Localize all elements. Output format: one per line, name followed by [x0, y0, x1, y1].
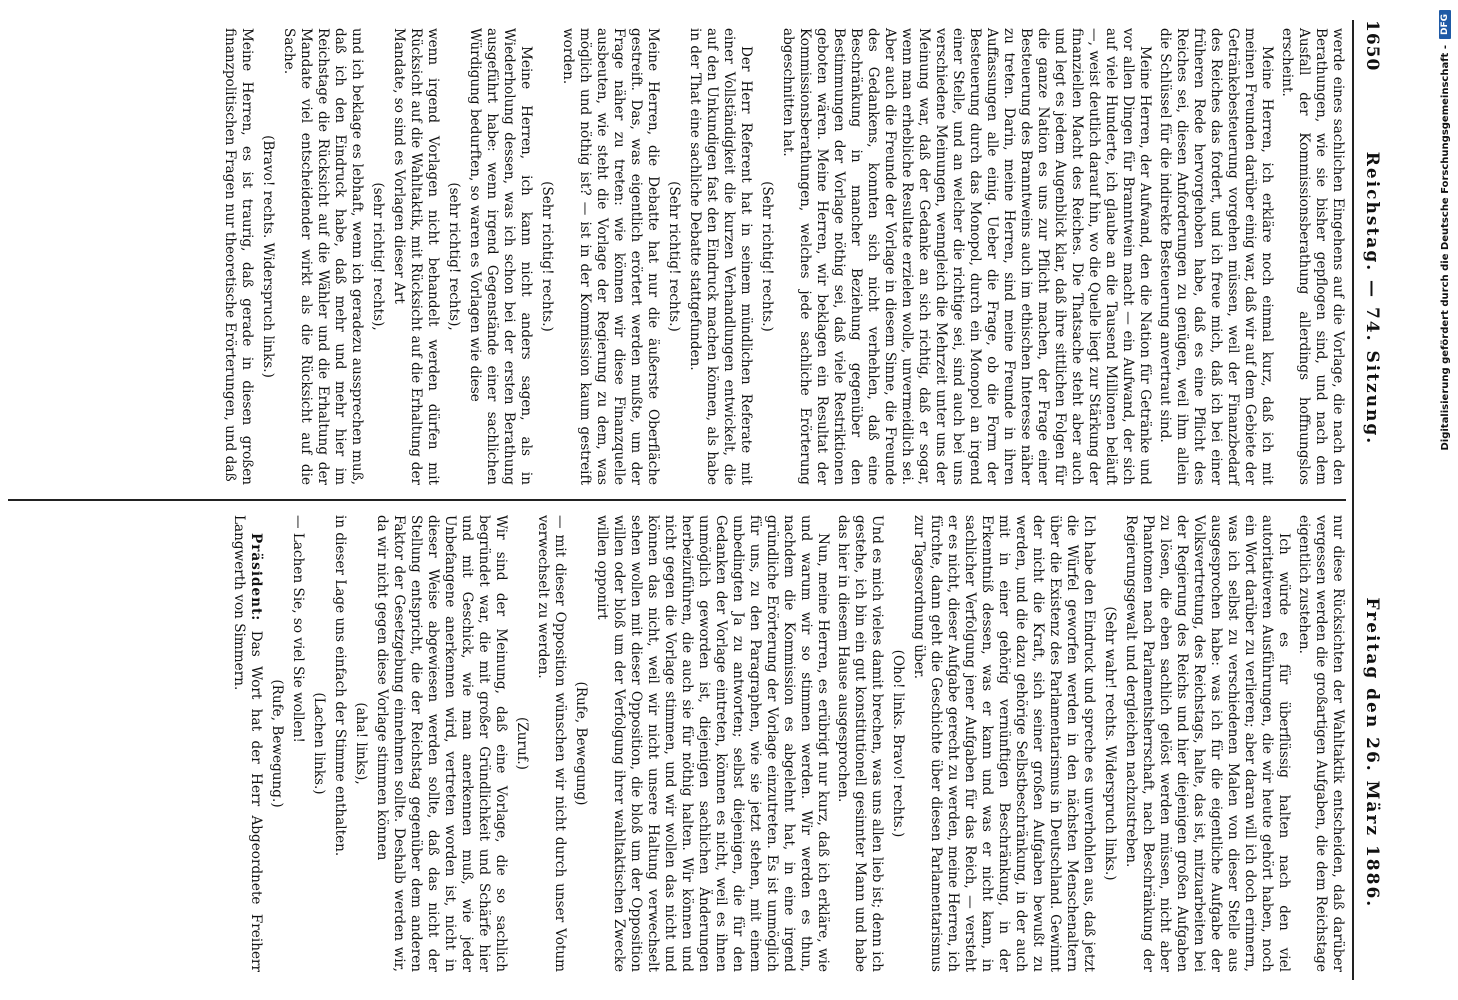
dfg-logo: DFG [1439, 10, 1451, 39]
right-column [8, 507, 1346, 980]
paragraph: in dieser Lage uns einfach der Stimme enthalten. [332, 514, 348, 857]
paragraph: Ich würde es für überflüssig halten nach den viel autoritativeren Ausführungen, die wir heute gehört haben, noch ein Wort darüber zu verlieren; aber daran will ich doch erinnern, was ich selbst zu verschiedenen Malen von dieser Stelle aus ausgesprochen habe: was ich für die eigentliche Aufgabe der Volksvertretung, des Reichstags, halte, das ist, mitzuarbeiten bei der Regierung des Reichs und hier diejenigen großen Aufgaben zu lösen, die eben sachlich gelöst werden müssen, nicht aber Phantomen nach Parlamentsherrschaft, nach Beschränkung der Regierungsgewalt und dergleichen nachzustreben. [1123, 514, 1292, 972]
paragraph: Und es mich vieles damit brechen, was uns allen lieb ist; denn ich gestehe, ich bin ein gut konstitutionell gesinnter Mann und habe das hier in diesem Hause ausgesprochen. [835, 514, 885, 972]
text-columns [8, 20, 1346, 980]
interjection: (sehr richtig! rechts), [446, 182, 462, 331]
paragraph: Ich habe den Eindruck und spreche es unverhohlen aus, daß jetzt die Würfel geworfen werden in den nächsten Menschenaltern über die Existenz des Parlamentarismus in Deutschland. Gewinnt der nicht die Kraft, sich seiner großen Aufgaben bewußt zu werden, und die dazu gehörige Selbstbeschränkung, in der auch mit in einer gehörig vernünftigen Beschränkung, in der Erkenntniß dessen, was er kann und was er nicht kann, in sachlicher Verfolgung jener Aufgaben für das Reich, — versteht er es nicht, dieser Aufgabe gerecht zu werden, meine Herren, ich fürchte, dann geht die Geschichte über diesen Parlamentarismus zur Tagesordnung über. [911, 514, 1097, 972]
interjection: (Sehr richtig! rechts.) [759, 181, 775, 332]
right-running-title: Freitag den 26. März 1886. [1362, 597, 1382, 909]
interjection: (Sehr richtig! rechts.) [666, 181, 682, 332]
credit-text: Digitalisierung gefördert durch die Deutsche Forschungsgemeinschaft - [1439, 45, 1451, 451]
interjection: (aha! links), [353, 702, 369, 785]
interjection: (Lachen links.) [311, 692, 327, 795]
paragraph: nur diese Rücksichten der Wahltaktik entscheiden, daß darüber vergessen werden die großartigen Aufgaben, die dem Reichstage eigentlich zustehen. [1296, 514, 1346, 972]
interjection: (sehr richtig! rechts), [370, 182, 386, 331]
paragraph: Der Herr Referent hat in seinem mündlichen Referate mit einer Vollständigkeit die kurzen Verhandlungen entwickelt, die auf den Unkundigen fast den Eindruck machen können, als habe in der That eine sachliche Debatte stattgefunden. [687, 28, 754, 486]
interjection: (Oho! links. Bravo! rechts.) [890, 649, 906, 838]
interjection: (Zuruf.) [514, 717, 530, 770]
paragraph: und ich beklage es lebhaft, wenn ich geradezu aussprechen muß, daß ich den Eindruck habe, daß mehr und mehr hier im Reichstage die Rücksicht auf die Wähler und die Erhaltung der Mandate viel entscheidender wirkt als die Rücksicht auf die Sache. [281, 28, 365, 486]
interjection: (Rufe, Bewegung) [573, 681, 589, 806]
left-column [8, 20, 1346, 493]
paragraph: Wir sind der Meinung, daß eine Vorlage, die so sachlich begründet war, die mit großer Gründlichkeit und Schärfe hier und mit Geschick, wie man anerkennen muß, wie jeder Unbefangene anerkennen wird, vertreten worden ist, nicht in dieser Weise abgewiesen werden sollte, daß das nicht der Stellung entspricht, die der Reichstag gegenüber dem anderen Faktor der Gesetzgebung einnehmen sollte. Deshalb werden wir, da wir nicht gegen diese Vorlage stimmen können [374, 514, 509, 972]
left-running-title: Reichstag. — 74. Sitzung. [1362, 151, 1382, 446]
paragraph: Meine Herren, ich erkläre noch einmal kurz, daß ich mit meinen Freunden darüber einig war, daß wir auf dem Gebiete der Getränkebesteuerung vorgehen müssen, weil der Finanzbedarf des Reiches das fordert, und ich freue mich, daß ich bei einer früheren Rede hervorgehoben habe, daß es eine Pflicht des Reiches sei, diesen Anforderungen zu genügen, weil ihm allein die Schlüssel für die indirekte Besteuerung anvertraut sind. [1157, 28, 1275, 486]
interjection: (Rufe, Bewegung.) [269, 679, 285, 808]
speaker-paragraph [230, 515, 264, 972]
paragraph: Meine Herren, es ist traurig, daß gerade in diesen großen finanzpolitischen Fragen nur theoretische Erörterungen, und daß [222, 28, 255, 486]
interjection: (Sehr wahr! rechts. Widerspruch links.) [1102, 606, 1118, 881]
paragraph: — mit dieser Opposition wünschen wir nicht durch unser Votum verwechselt zu werden. [535, 514, 568, 972]
interjection: (Sehr richtig! rechts.) [539, 181, 555, 332]
interjection: (Bravo! rechts. Widerspruch links.) [260, 135, 276, 378]
digitization-credit [1406, 0, 1451, 1000]
paragraph: wenn irgend Vorlagen nicht behandelt werden dürfen mit Rücksicht auf die Wahltaktik, mit Rücksicht auf die Erhaltung der Mandate, so sind es Vorlagen dieser Art [391, 28, 441, 486]
speech-text: Das Wort hat der Herr Abgeordnete Freiherr Langwerth von Simmern. [231, 514, 264, 972]
paragraph: Meine Herren, die Debatte hat nur die äußerste Oberfläche gestreift. Das, was eigentlich erörtert werden mußte, um der Frage näher zu treten: wie können wir diese Finanzquelle ausbeuten, wie steht die Vorlage der Regierung zu dem, was möglich und nöthig ist? — ist in der Kommission kaum gestreift worden. [560, 28, 661, 486]
paragraph: Nun, meine Herren, es erübrigt nur kurz, daß ich erkläre, wie und warum wir so stimmen werden. Wir werden es thun, nachdem die Kommission es abgelehnt hat, in eine irgend gründliche Erörterung der Vorlage einzutreten. Es ist unmöglich für uns, zu den Paragraphen, wie sie jetzt stehen, mit einem unbedingten Ja zu antworten; selbst diejenigen, die für den Gedanken der Vorlage eintreten, können es nicht, weil es ihnen unmöglich geworden ist, diejenigen sachlichen Änderungen herbeizuführen, die auch sie für nöthig halten. Wir können und nicht gegen die Vorlage stimmen, und wir wollen das nicht und können das nicht, weil wir nicht unsere Haltung verwechselt sehen wollen mit dieser Opposition, die bloß um der Opposition willen oder bloß um der Verfolgung ihrer wahltaktischen Zwecke willen opponirt [594, 514, 831, 972]
paragraph: Meine Herren, ich kann nicht anders sagen, als in Wiederholung dessen, was ich schon bei der ersten Berathung ausgeführt habe: wenn irgend Gegenstände einer sachlichen Würdigung bedurften, so waren es Vorlagen wie diese [467, 28, 534, 486]
speaker-name: Präsident: [248, 532, 264, 622]
paragraph: Meine Herren, der Aufwand, den die Nation für Getränke und vor allen Dingen für Branntwein macht — ein Aufwand, der sich auf viele Hunderte, ich glaube an die Tausend Millionen beläuft —, weist deutlich darauf hin, wo die Quelle liegt zur Stärkung der finanziellen Macht des Reiches. Die Thatsache steht aber auch und legt es jedem Augenblick klar, daß ihre sittlichen Folgen für die ganze Nation es uns zur Pflicht machen, der Frage einer Besteuerung des Branntweins auch im ethischen Interesse näher zu treten. Darin, meine Herren, sind meine Freunde in ihren Auffassungen alle einig. Ueber die Frage, ob die Form der Besteuerung durch das Monopol, durch ein Monopol an irgend einer Stelle, und an welcher die richtige sei, sind auch bei uns verschiedene Meinungen, wenngleich die Mehrzeit unter uns der Meinung war, daß der Gedanke an sich richtig, daß er sogar, wenn man erhebliche Resultate erzielen wolle, unvermeidlich sei. Aber auch die Freunde der Vorlage in diesem Sinne, die Freunde des Gedankens, konnten sich nicht verhehlen, daß eine Beschränkung in mancher Beziehung gegenüber den Bestimmungen der Vorlage nöthig sei, daß viele Restriktionen geboten wären. Meine Herren, wir beklagen ein Resultat der Kommissionsberathungen, welches jede sachliche Erörterung abgeschnitten hat. [780, 28, 1153, 486]
column-divider [8, 499, 1346, 501]
page-header [1352, 20, 1390, 980]
paragraph: — Lachen Sie, so viel Sie wollen! [290, 514, 306, 743]
page-number: 1650 [1362, 20, 1382, 72]
paragraph: werde eines sachlichen Eingehens auf die Vorlage, die nach den Berathungen, wie sie bisher gepflogen sind, und nach dem Ausfall der Kommissionsberathung allerdings hoffnungslos erscheint. [1279, 28, 1346, 486]
